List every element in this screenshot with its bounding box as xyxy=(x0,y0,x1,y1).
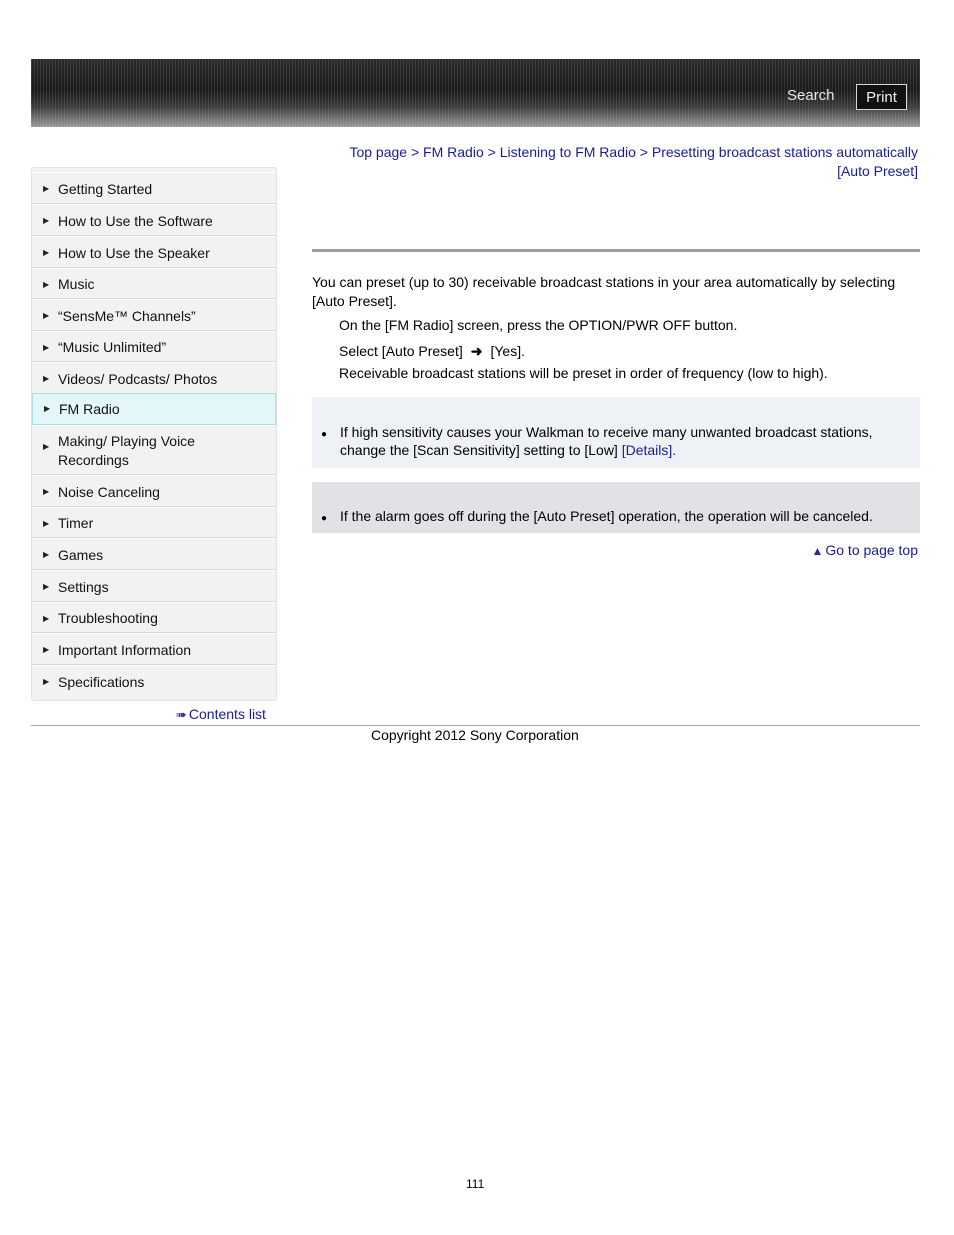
bullet-icon: ● xyxy=(321,429,328,440)
arrow-right-icon: ▶ xyxy=(43,677,50,686)
step-2-note xyxy=(339,364,828,383)
arrow-right-icon: ▶ xyxy=(43,614,50,623)
note-box xyxy=(312,482,920,533)
breadcrumb-presetting[interactable]: Presetting broadcast stations automatically xyxy=(651,144,918,160)
sidebar-item-label: FM Radio xyxy=(59,401,120,417)
go-to-top-label: Go to page top xyxy=(825,542,918,558)
sidebar-item-voice-recordings[interactable] xyxy=(32,425,276,475)
sidebar-item-label: Noise Canceling xyxy=(58,484,160,500)
arrow-right-icon: ▶ xyxy=(43,248,50,257)
print-button[interactable]: Print xyxy=(856,84,907,110)
sidebar-item-label: How to Use the Software xyxy=(58,213,213,229)
sidebar-item-music[interactable] xyxy=(32,268,276,299)
arrow-right-icon: ▶ xyxy=(43,311,50,320)
header-bar xyxy=(31,59,920,127)
arrow-right-icon: ➜ xyxy=(470,343,483,359)
contents-list-label: Contents list xyxy=(188,706,266,722)
page-number: 111 xyxy=(466,1177,485,1191)
note-line: If the alarm goes off during the [Auto Preset] operation, the operation will be canceled. xyxy=(340,508,873,524)
breadcrumb-auto-preset[interactable]: [Auto Preset] xyxy=(837,163,918,179)
arrow-right-icon: ▶ xyxy=(43,343,50,352)
intro-line: [Auto Preset]. xyxy=(312,293,397,309)
search-link[interactable]: Search xyxy=(787,87,835,104)
step-1 xyxy=(339,316,737,335)
sidebar-item-timer[interactable] xyxy=(32,507,276,538)
sidebar-item-label: Music xyxy=(58,276,95,292)
sidebar-item-label: Specifications xyxy=(58,674,145,690)
arrow-right-icon: ▶ xyxy=(43,184,50,193)
arrow-right-icon: ▶ xyxy=(43,442,50,451)
step-note-text: Receivable broadcast stations will be preset in order of frequency (low to high). xyxy=(339,365,828,381)
sidebar-item-label: Settings xyxy=(58,579,109,595)
triangle-up-icon: ▲ xyxy=(811,544,824,558)
sidebar-item-label: Making/ Playing Voice xyxy=(58,433,195,449)
sidebar-item-games[interactable] xyxy=(32,538,276,570)
breadcrumb-separator: > xyxy=(487,144,496,160)
breadcrumb-separator: > xyxy=(410,144,420,160)
breadcrumb-separator: > xyxy=(639,144,648,160)
sidebar-item-label: Videos/ Podcasts/ Photos xyxy=(58,371,218,387)
hint-line: If high sensitivity causes your Walkman to receive many unwanted broadcast stations, xyxy=(340,424,873,440)
sidebar-item-label: Games xyxy=(58,547,104,563)
sidebar-item-label: Important Information xyxy=(58,642,192,658)
sidebar-item-label: Getting Started xyxy=(58,181,153,197)
arrow-right-icon: ▶ xyxy=(43,645,50,654)
hint-period: . xyxy=(672,442,677,458)
sidebar-item-noise-canceling[interactable] xyxy=(32,475,276,507)
arrow-right-icon: ▶ xyxy=(43,374,50,383)
step-text: [Yes]. xyxy=(490,343,525,359)
intro-text xyxy=(312,273,918,311)
step-text: On the [FM Radio] screen, press the OPTION/PWR OFF button. xyxy=(339,317,738,333)
sidebar-item-label: Timer xyxy=(58,515,94,531)
step-text: Select [Auto Preset] xyxy=(339,343,463,359)
sidebar-item-speaker[interactable] xyxy=(32,236,276,268)
note-text xyxy=(340,507,900,525)
go-to-page-top-link[interactable] xyxy=(811,542,918,558)
arrow-right-icon: ▶ xyxy=(43,280,50,289)
breadcrumb-listening[interactable]: Listening to FM Radio xyxy=(499,144,636,160)
arrow-right-icon: ➠ xyxy=(176,707,187,722)
details-link[interactable]: [Details] xyxy=(621,442,673,458)
intro-line: You can preset (up to 30) receivable broadcast stations in your area automatically by selecting xyxy=(312,274,896,290)
sidebar-item-videos[interactable] xyxy=(32,362,276,394)
sidebar-item-label: Troubleshooting xyxy=(58,610,158,626)
sidebar-item-music-unlimited[interactable] xyxy=(32,331,276,362)
sidebar-item-specifications[interactable] xyxy=(32,665,276,697)
sidebar-nav xyxy=(31,167,277,701)
sidebar-item-sensme[interactable] xyxy=(32,299,276,331)
arrow-right-icon: ▶ xyxy=(43,216,50,225)
arrow-right-icon: ▶ xyxy=(43,487,50,496)
arrow-right-icon: ▶ xyxy=(43,519,50,528)
hint-box xyxy=(312,397,920,468)
sidebar-item-settings[interactable] xyxy=(32,570,276,602)
arrow-right-icon: ▶ xyxy=(43,582,50,591)
sidebar-item-troubleshooting[interactable] xyxy=(32,602,276,633)
sidebar-item-label: “Music Unlimited” xyxy=(58,339,167,355)
sidebar-item-fm-radio[interactable] xyxy=(32,393,276,425)
breadcrumb-fm-radio[interactable]: FM Radio xyxy=(423,144,484,160)
hint-text xyxy=(340,423,900,459)
breadcrumb xyxy=(312,143,918,181)
footer-divider xyxy=(31,725,920,726)
bullet-icon: ● xyxy=(321,513,328,524)
sidebar-item-label: How to Use the Speaker xyxy=(58,245,210,261)
hint-line: change the [Scan Sensitivity] setting to [Low] xyxy=(340,442,618,458)
sidebar-item-important-info[interactable] xyxy=(32,633,276,665)
step-2 xyxy=(339,342,525,361)
sidebar-item-label: Recordings xyxy=(58,452,129,468)
title-divider xyxy=(312,249,920,252)
sidebar-item-getting-started[interactable] xyxy=(32,172,276,204)
sidebar-item-software[interactable] xyxy=(32,204,276,236)
breadcrumb-top-page[interactable]: Top page xyxy=(349,144,408,160)
sidebar-item-label: “SensMe™ Channels” xyxy=(58,308,196,324)
copyright-text: Copyright 2012 Sony Corporation xyxy=(371,727,579,743)
arrow-right-icon: ▶ xyxy=(43,550,50,559)
contents-list-link[interactable] xyxy=(176,706,266,723)
arrow-right-icon: ▶ xyxy=(44,404,51,413)
